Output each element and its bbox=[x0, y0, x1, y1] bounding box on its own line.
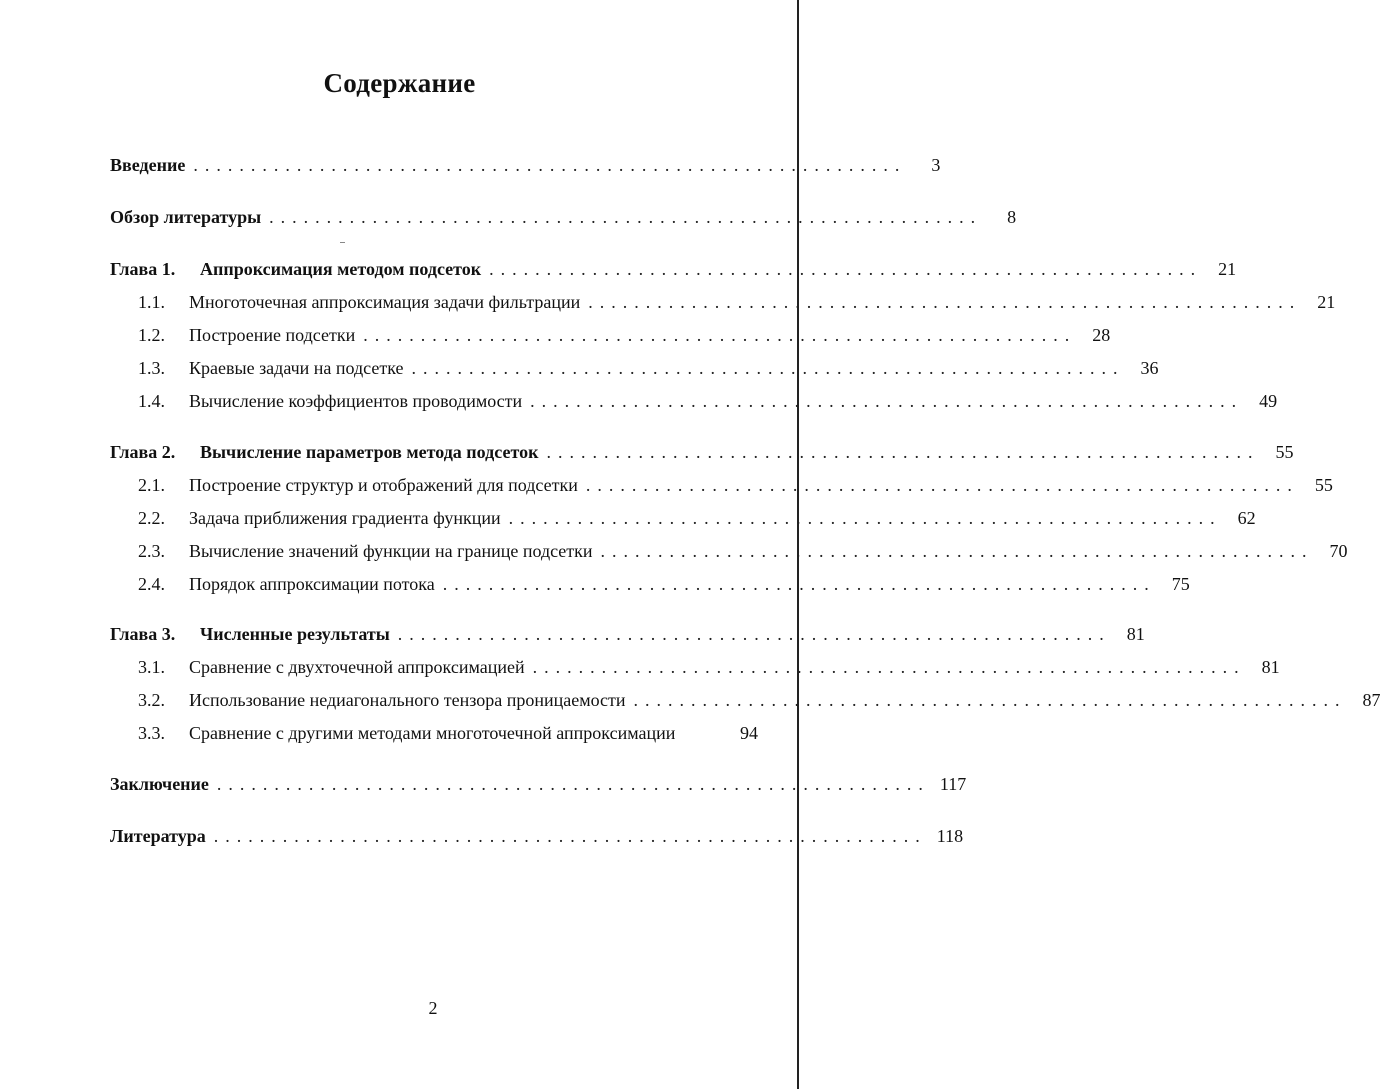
toc-entry-label: Обзор литературы bbox=[110, 207, 262, 227]
toc-page-number: 87 bbox=[1362, 690, 1381, 710]
chapter-title: Вычисление параметров метода подсеток bbox=[200, 442, 539, 462]
leader-dots: .............................................................. bbox=[363, 325, 1077, 345]
toc-page-number: 94 bbox=[740, 723, 758, 743]
section-title: Сравнение с другими методами многоточечной аппроксимации bbox=[189, 723, 676, 743]
toc-section-1-2[interactable] bbox=[138, 323, 1111, 347]
toc-page-number: 70 bbox=[1329, 541, 1348, 561]
toc-section-1-4[interactable] bbox=[138, 389, 1278, 413]
leader-dots: .............................................................. bbox=[600, 541, 1314, 561]
toc-section-3-2[interactable] bbox=[138, 688, 1381, 712]
leader-dots: .............................................................. bbox=[633, 690, 1347, 710]
toc-page-number: 36 bbox=[1140, 358, 1159, 378]
toc-entry-intro[interactable] bbox=[110, 153, 941, 177]
leader-dots: .............................................................. bbox=[213, 826, 927, 846]
leader-dots: .............................................................. bbox=[585, 475, 1299, 495]
section-number: 1.2. bbox=[138, 325, 165, 345]
leader-dots: .............................................................. bbox=[530, 391, 1244, 411]
toc-section-3-3[interactable] bbox=[138, 721, 758, 745]
section-number: 1.3. bbox=[138, 358, 165, 378]
toc-page-number: 62 bbox=[1237, 508, 1256, 528]
section-number: 3.3. bbox=[138, 723, 165, 743]
toc-page-number: 118 bbox=[936, 826, 964, 846]
leader-dots: .............................................................. bbox=[508, 508, 1222, 528]
section-number: 3.1. bbox=[138, 657, 165, 677]
toc-section-2-3[interactable] bbox=[138, 539, 1348, 563]
leader-dots: .............................................................. bbox=[397, 624, 1111, 644]
chapter-title: Аппроксимация методом подсеток bbox=[200, 259, 482, 279]
leader-dots: .............................................................. bbox=[546, 442, 1260, 462]
section-title: Сравнение с двухточечной аппроксимацией bbox=[189, 657, 525, 677]
toc-entry-label: Введение bbox=[110, 155, 186, 175]
section-number: 2.1. bbox=[138, 475, 165, 495]
toc-entry-label: Заключение bbox=[110, 774, 209, 794]
section-number: 2.2. bbox=[138, 508, 165, 528]
toc-page-number: 28 bbox=[1092, 325, 1111, 345]
chapter-number: Глава 3. bbox=[110, 624, 176, 644]
toc-page-number: 8 bbox=[1007, 207, 1017, 227]
leader-dots: .............................................................. bbox=[442, 574, 1156, 594]
section-number: 1.1. bbox=[138, 292, 165, 312]
section-number: 2.4. bbox=[138, 574, 165, 594]
section-title: Вычисление значений функции на границе подсетки bbox=[189, 541, 593, 561]
section-title: Порядок аппроксимации потока bbox=[189, 574, 435, 594]
section-number: 2.3. bbox=[138, 541, 165, 561]
toc-section-2-1[interactable] bbox=[138, 473, 1333, 497]
chapter-number: Глава 2. bbox=[110, 442, 176, 462]
toc-page-number: 3 bbox=[931, 155, 941, 175]
toc-page-number: 55 bbox=[1314, 475, 1333, 495]
toc-entry-conclusion[interactable] bbox=[110, 772, 967, 796]
page-number: 2 bbox=[428, 998, 438, 1018]
toc-page-number: 117 bbox=[939, 774, 967, 794]
toc-page-number: 75 bbox=[1171, 574, 1190, 594]
toc-page-number: 55 bbox=[1275, 442, 1294, 462]
leader-dots: .............................................................. bbox=[588, 292, 1302, 312]
section-number: 3.2. bbox=[138, 690, 165, 710]
leader-dots: .............................................................. bbox=[532, 657, 1246, 677]
leader-dots: .............................................................. bbox=[411, 358, 1125, 378]
toc-chapter-1[interactable] bbox=[110, 257, 1237, 281]
toc-page-number: 21 bbox=[1218, 259, 1237, 279]
chapter-title: Численные результаты bbox=[200, 624, 390, 644]
toc-section-2-2[interactable] bbox=[138, 506, 1256, 530]
leader-dots: .............................................................. bbox=[269, 207, 983, 227]
toc-page-number: 21 bbox=[1317, 292, 1336, 312]
scan-speck bbox=[340, 242, 345, 243]
toc-section-2-4[interactable] bbox=[138, 572, 1190, 596]
section-title: Задача приближения градиента функции bbox=[189, 508, 501, 528]
toc-section-3-1[interactable] bbox=[138, 655, 1280, 679]
section-title: Использование недиагонального тензора проницаемости bbox=[189, 690, 626, 710]
section-title: Построение подсетки bbox=[189, 325, 356, 345]
section-title: Построение структур и отображений для подсетки bbox=[189, 475, 578, 495]
toc-entry-references[interactable] bbox=[110, 824, 964, 848]
section-title: Многоточечная аппроксимация задачи фильтрации bbox=[189, 292, 581, 312]
toc-section-1-1[interactable] bbox=[138, 290, 1336, 314]
toc-page-number: 49 bbox=[1259, 391, 1278, 411]
chapter-number: Глава 1. bbox=[110, 259, 176, 279]
section-number: 1.4. bbox=[138, 391, 165, 411]
toc-section-1-3[interactable] bbox=[138, 356, 1159, 380]
leader-dots: .............................................................. bbox=[489, 259, 1203, 279]
section-title: Краевые задачи на подсетке bbox=[189, 358, 404, 378]
toc-chapter-3[interactable] bbox=[110, 622, 1145, 646]
toc-entry-review[interactable] bbox=[110, 205, 1017, 229]
toc-page-number: 81 bbox=[1261, 657, 1280, 677]
toc-page-number: 81 bbox=[1126, 624, 1145, 644]
section-title: Вычисление коэффициентов проводимости bbox=[189, 391, 523, 411]
leader-dots: .............................................................. bbox=[216, 774, 930, 794]
page-title: Содержание bbox=[323, 68, 476, 98]
toc-entry-label: Литература bbox=[110, 826, 206, 846]
leader-dots: .............................................................. bbox=[193, 155, 907, 175]
toc-chapter-2[interactable] bbox=[110, 440, 1294, 464]
